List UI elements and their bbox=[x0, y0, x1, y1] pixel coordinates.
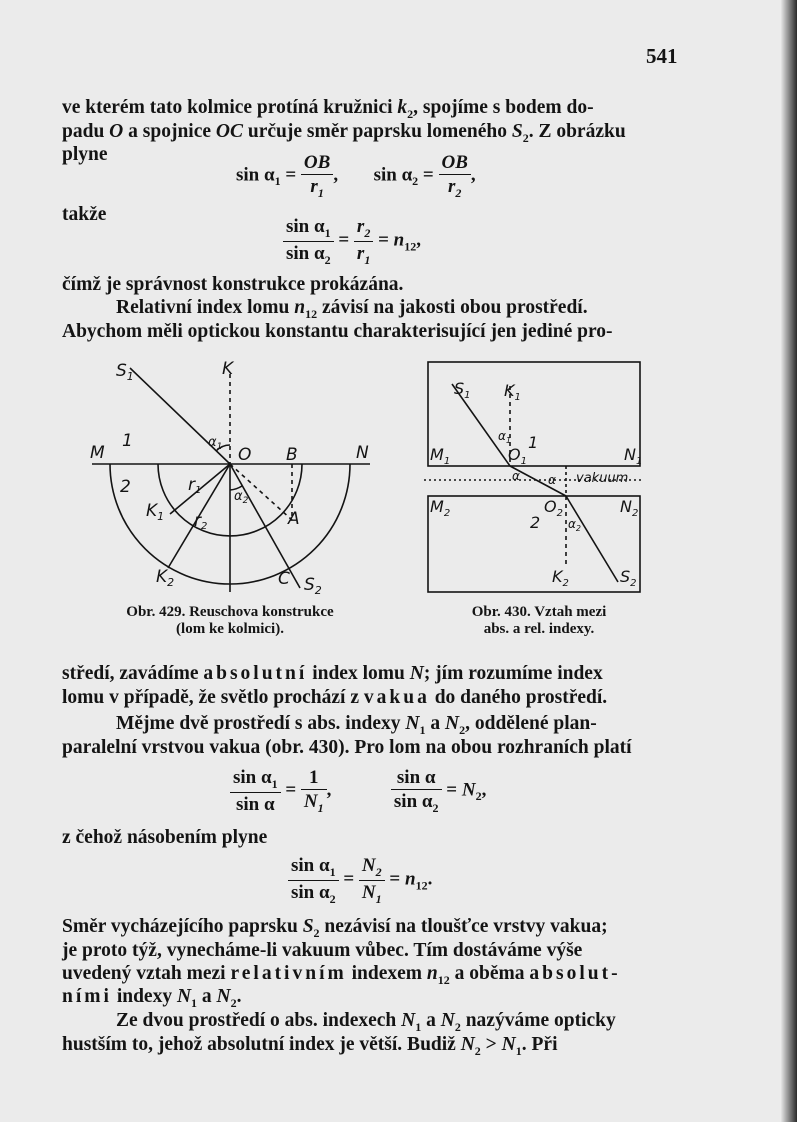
eq-subscript: 1 bbox=[375, 891, 382, 906]
subscript: 2 bbox=[230, 995, 237, 1010]
text: Směr vycházejícího paprsku bbox=[62, 916, 303, 937]
eq-term: sin α bbox=[373, 164, 413, 186]
label-vakuum: vakuum bbox=[576, 471, 629, 486]
fraction bbox=[283, 217, 334, 266]
subscript: 1 bbox=[415, 1019, 422, 1034]
eq-term: sin α bbox=[286, 242, 325, 264]
label-a: A bbox=[288, 509, 300, 529]
denominator bbox=[288, 881, 339, 905]
label-alpha1: $\alpha_1$ bbox=[498, 429, 512, 445]
denominator bbox=[283, 242, 334, 266]
numerator bbox=[359, 856, 385, 881]
math-symbol: N bbox=[460, 1034, 475, 1055]
eq-subscript: 1 bbox=[317, 185, 324, 200]
text: do daného prostředí. bbox=[429, 687, 608, 708]
eq-term: sin α bbox=[236, 164, 275, 186]
label-k: K bbox=[222, 360, 234, 379]
text: středí, zavádíme bbox=[62, 663, 204, 684]
text: index lomu bbox=[307, 663, 410, 684]
label-c: C bbox=[278, 569, 290, 589]
eq-operator: = bbox=[441, 779, 462, 801]
eq-punct: , bbox=[470, 164, 476, 186]
fraction bbox=[230, 768, 281, 814]
text: nezávisí na tloušťce vrstvy vakua; bbox=[319, 916, 608, 937]
label-r1: r1 bbox=[188, 475, 202, 496]
text: indexy bbox=[111, 986, 177, 1007]
numerator: OB bbox=[439, 153, 471, 175]
text-line-11: z čehož násobením plyne bbox=[62, 827, 268, 848]
denominator bbox=[359, 881, 385, 905]
label-alpha2: $\alpha_2$ bbox=[568, 517, 582, 533]
eq-punct: . bbox=[427, 868, 433, 890]
eq-term: r bbox=[310, 176, 318, 197]
subscript: 12 bbox=[437, 972, 450, 987]
spaced-text: absolut- bbox=[529, 963, 621, 984]
text: > bbox=[480, 1034, 502, 1055]
label-k1: $K_1$ bbox=[504, 381, 521, 403]
subscript: 1 bbox=[515, 1043, 522, 1058]
label-b: B bbox=[286, 445, 298, 465]
label-alpha-right: α bbox=[548, 473, 556, 487]
text-line-2 bbox=[62, 122, 626, 144]
text-line-12 bbox=[62, 917, 608, 939]
text: hustším to, jehož absolutní index je větší. Budiž bbox=[62, 1034, 461, 1055]
subscript: 2 bbox=[407, 106, 414, 121]
eq-term: r bbox=[356, 242, 365, 264]
spaced-text: vakua bbox=[363, 687, 430, 708]
text: Relativní index lomu bbox=[116, 297, 295, 318]
label-medium-2: 2 bbox=[530, 513, 541, 532]
fraction bbox=[301, 768, 327, 814]
eq-term: sin α bbox=[291, 855, 330, 876]
label-k2: $K_2$ bbox=[156, 567, 175, 589]
equation-1 bbox=[236, 153, 476, 199]
eq-term: n bbox=[404, 868, 416, 890]
eq-subscript: 1 bbox=[324, 225, 331, 240]
eq-punct: , bbox=[326, 779, 332, 801]
denominator bbox=[301, 175, 333, 199]
text: Ze dvou prostředí o abs. indexech bbox=[116, 1010, 402, 1031]
numerator: OB bbox=[301, 153, 333, 175]
label-r2: r2 bbox=[194, 511, 208, 532]
math-symbol: N bbox=[501, 1034, 516, 1055]
eq-subscript: 2 bbox=[364, 225, 371, 240]
label-n: N bbox=[356, 443, 369, 463]
text-line-10: paralelní vrstvou vakua (obr. 430). Pro lom na obou rozhraních platí bbox=[62, 737, 632, 758]
figure-429-diagram bbox=[80, 360, 380, 600]
text: a bbox=[425, 713, 446, 734]
figure-430-diagram bbox=[418, 356, 648, 596]
numerator bbox=[230, 768, 281, 793]
text: a bbox=[421, 1010, 441, 1031]
text-line-8 bbox=[62, 688, 607, 708]
eq-term: N bbox=[461, 779, 476, 801]
eq-subscript: 1 bbox=[274, 174, 281, 189]
fraction bbox=[288, 856, 339, 905]
label-medium-1: 1 bbox=[528, 433, 539, 452]
math-symbol: N bbox=[405, 713, 420, 734]
eq-term: sin α bbox=[291, 881, 330, 903]
label-o2: $O_2$ bbox=[544, 497, 563, 519]
eq-operator: = bbox=[384, 868, 405, 890]
eq-subscript: 12 bbox=[404, 239, 417, 254]
equation-4 bbox=[288, 856, 432, 905]
subscript: 1 bbox=[419, 722, 426, 737]
eq-subscript: 2 bbox=[475, 789, 482, 804]
label-m1: $M_1$ bbox=[430, 445, 451, 467]
text: závisí na jakosti obou prostředí. bbox=[317, 297, 588, 318]
text-line-1 bbox=[62, 98, 594, 120]
text-takze: takže bbox=[62, 204, 107, 225]
math-symbol: S bbox=[302, 916, 314, 937]
label-medium-2: 2 bbox=[120, 477, 131, 497]
text-line-13: je proto týž, vynecháme-li vakuum vůbec. Tím dostáváme výše bbox=[62, 940, 583, 961]
text: ve kterém tato kolmice protíná kružnici bbox=[62, 97, 398, 118]
eq-punct: , bbox=[333, 164, 339, 186]
math-symbol: N bbox=[409, 663, 424, 684]
math-symbol: N bbox=[440, 1010, 455, 1031]
text: uvedený vztah mezi bbox=[62, 963, 231, 984]
text: nazýváme opticky bbox=[460, 1010, 616, 1031]
math-symbol: S bbox=[511, 121, 523, 142]
label-m: M bbox=[90, 443, 105, 463]
text: , spojíme s bodem do- bbox=[413, 97, 594, 118]
label-medium-1: 1 bbox=[122, 431, 133, 451]
text: Mějme dvě prostředí s abs. indexy bbox=[116, 713, 406, 734]
text-line-7 bbox=[62, 664, 603, 684]
eq-operator: = bbox=[280, 779, 301, 801]
math-symbol: N bbox=[445, 713, 460, 734]
eq-punct: , bbox=[481, 779, 487, 801]
fraction bbox=[354, 217, 373, 266]
eq-term: sin α bbox=[233, 767, 272, 788]
eq-term: sin α bbox=[286, 216, 325, 237]
eq-operator: = bbox=[280, 164, 301, 186]
numerator: sin α bbox=[391, 768, 442, 790]
label-s1: $S_1$ bbox=[116, 361, 134, 383]
label-o1: $O_1$ bbox=[508, 445, 527, 467]
label-n1: $N_1$ bbox=[624, 445, 643, 467]
math-symbol: N bbox=[176, 986, 192, 1007]
text: . bbox=[236, 986, 242, 1007]
text-line-6: Abychom měli optickou konstantu charakterisující jen jediné pro- bbox=[62, 321, 613, 342]
denominator bbox=[354, 242, 373, 266]
math-symbol: k bbox=[397, 97, 408, 118]
text-line-15 bbox=[62, 987, 242, 1009]
text: a spojnice bbox=[123, 121, 216, 142]
subscript: 2 bbox=[454, 1019, 461, 1034]
denominator: sin α bbox=[236, 793, 275, 815]
subscript: 2 bbox=[313, 925, 320, 940]
page-number: 541 bbox=[646, 44, 678, 68]
label-m2: $M_2$ bbox=[430, 497, 451, 519]
subscript: 2 bbox=[522, 130, 529, 145]
eq-term: r bbox=[448, 176, 456, 197]
math-symbol: N bbox=[401, 1010, 416, 1031]
eq-operator: = bbox=[338, 868, 359, 890]
fraction bbox=[359, 856, 385, 905]
eq-operator: = bbox=[418, 164, 439, 186]
denominator bbox=[439, 175, 471, 199]
caption-line: Obr. 430. Vztah mezi bbox=[471, 604, 607, 620]
label-alpha-left: α bbox=[512, 469, 520, 483]
numerator: 1 bbox=[301, 768, 327, 790]
math-symbol: N bbox=[216, 986, 231, 1007]
eq-operator: = bbox=[333, 229, 354, 251]
label-k1: $K_1$ bbox=[146, 501, 165, 523]
text: určuje směr paprsku lomeného bbox=[242, 121, 512, 142]
eq-subscript: 1 bbox=[329, 864, 336, 879]
text: lomu v případě, že světlo prochází z bbox=[62, 687, 364, 708]
eq-subscript: 2 bbox=[432, 800, 439, 815]
text-line-3: plyne bbox=[62, 144, 108, 165]
caption-line: (lom ke kolmici). bbox=[176, 621, 284, 638]
equation-2 bbox=[283, 217, 421, 266]
eq-term: n bbox=[393, 229, 405, 251]
text: padu bbox=[62, 121, 110, 142]
spaced-text: absolutní bbox=[203, 663, 308, 684]
numerator bbox=[288, 856, 339, 881]
text: a bbox=[197, 986, 217, 1007]
fraction bbox=[439, 153, 471, 199]
eq-term: r bbox=[356, 216, 365, 237]
text: . Z obrázku bbox=[528, 121, 626, 142]
fraction bbox=[391, 768, 442, 814]
spaced-text: relativním bbox=[230, 963, 347, 984]
text: , oddělené plan- bbox=[465, 713, 597, 734]
eq-subscript: 12 bbox=[415, 878, 428, 893]
math-symbol: n bbox=[294, 297, 306, 318]
subscript: 2 bbox=[459, 722, 466, 737]
eq-subscript: 2 bbox=[412, 174, 419, 189]
label-alpha2: $\alpha_2$ bbox=[234, 489, 249, 506]
eq-term: sin α bbox=[393, 791, 433, 812]
text: indexem bbox=[346, 963, 427, 984]
math-symbol: O bbox=[109, 121, 124, 142]
ray-s2 bbox=[566, 496, 618, 582]
text-line-16 bbox=[116, 1011, 616, 1033]
eq-term: N bbox=[361, 881, 376, 903]
text: ; jím rozumíme index bbox=[423, 663, 603, 684]
math-symbol: OC bbox=[215, 121, 243, 142]
page-edge-shadow bbox=[781, 0, 797, 1122]
eq-term: N bbox=[361, 855, 376, 876]
figure-430-caption bbox=[434, 604, 644, 639]
label-s1: $S_1$ bbox=[454, 379, 471, 401]
eq-punct: , bbox=[416, 229, 421, 251]
eq-subscript: 1 bbox=[271, 776, 278, 791]
label-alpha1: $\alpha_1$ bbox=[208, 435, 223, 452]
subscript: 12 bbox=[305, 306, 318, 321]
caption-line: abs. a rel. indexy. bbox=[483, 621, 595, 638]
eq-subscript: 1 bbox=[317, 800, 324, 815]
text-line-14 bbox=[62, 964, 621, 986]
equation-3 bbox=[230, 768, 486, 814]
label-s2: $S_2$ bbox=[304, 575, 322, 597]
subscript: 1 bbox=[191, 995, 198, 1010]
eq-subscript: 2 bbox=[324, 252, 331, 267]
label-o: O bbox=[238, 445, 252, 465]
caption-line: Obr. 429. Reuschova konstrukce bbox=[126, 604, 334, 620]
fraction bbox=[301, 153, 333, 199]
eq-subscript: 2 bbox=[455, 185, 462, 200]
numerator bbox=[354, 217, 373, 242]
text-line-4: čímž je správnost konstrukce prokázána. bbox=[62, 274, 404, 295]
math-symbol: n bbox=[426, 963, 438, 984]
text-line-9 bbox=[116, 714, 597, 736]
denominator bbox=[391, 790, 442, 814]
text: . Při bbox=[521, 1034, 558, 1055]
text-line-5 bbox=[116, 298, 588, 320]
denominator bbox=[301, 790, 327, 814]
spaced-text: ními bbox=[62, 986, 112, 1007]
eq-subscript: 1 bbox=[364, 252, 371, 267]
text-line-17 bbox=[62, 1035, 558, 1057]
medium-2-box bbox=[428, 496, 640, 592]
numerator bbox=[283, 217, 334, 242]
label-k2: $K_2$ bbox=[552, 567, 569, 589]
label-s2: $S_2$ bbox=[620, 567, 637, 589]
figure-429-caption bbox=[100, 604, 360, 639]
eq-term: N bbox=[303, 791, 318, 812]
subscript: 2 bbox=[474, 1043, 481, 1058]
eq-subscript: 2 bbox=[375, 864, 382, 879]
text: a oběma bbox=[449, 963, 530, 984]
eq-operator: = bbox=[373, 229, 394, 251]
eq-subscript: 2 bbox=[329, 891, 336, 906]
label-n2: $N_2$ bbox=[620, 497, 639, 519]
